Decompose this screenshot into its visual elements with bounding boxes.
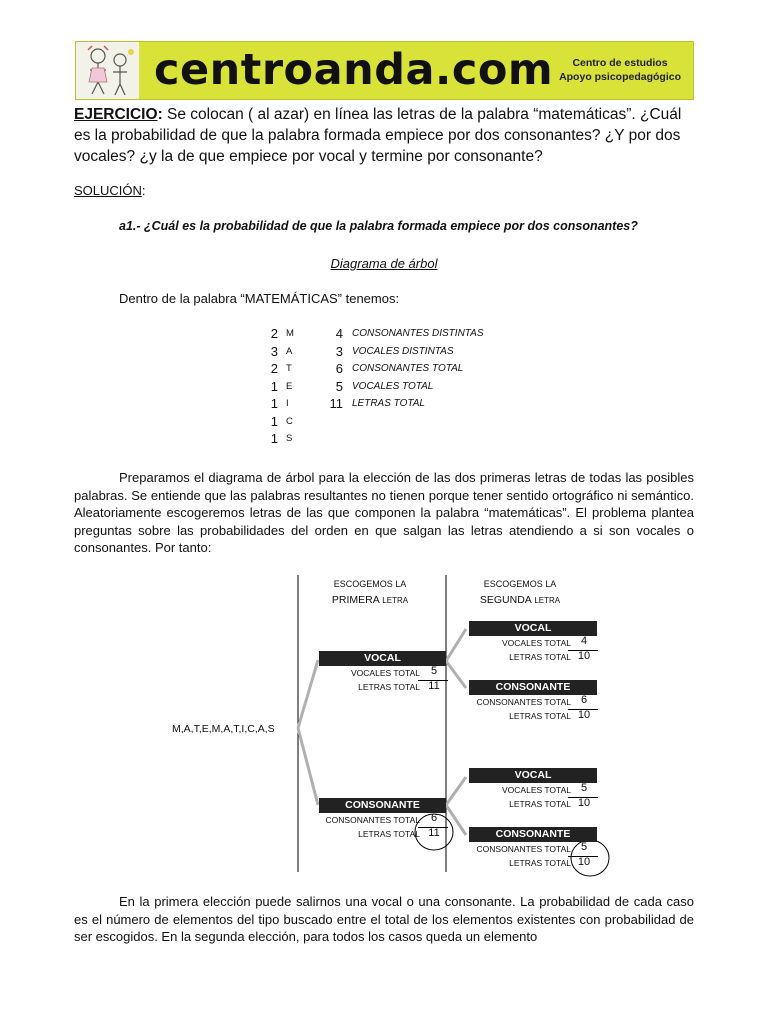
- branch-consonante-consonante: [446, 805, 466, 835]
- node-numerator: 5: [430, 665, 438, 677]
- letter-count: 3: [270, 343, 278, 359]
- total-label: VOCALES TOTAL: [352, 380, 434, 392]
- letter-count: 2: [270, 361, 278, 376]
- col1-header-line1: ESCOGEMOS LA: [333, 579, 407, 589]
- intro-text: Dentro de la palabra “MATEMÁTICAS” tenemos:: [119, 291, 400, 306]
- node-denominator: 10: [577, 856, 591, 868]
- letter-name: T: [286, 363, 292, 374]
- solution-colon: :: [141, 183, 146, 198]
- node-top-label: VOCALES TOTAL: [351, 668, 420, 678]
- col2-header: [460, 576, 580, 609]
- letter-count: 1: [270, 378, 278, 394]
- col2-header-line1: ESCOGEMOS LA: [483, 579, 557, 589]
- node-numerator: 5: [580, 782, 588, 794]
- node-top-label: CONSONANTES TOTAL: [476, 844, 571, 854]
- total-value: 5: [335, 378, 343, 394]
- node-top-label: VOCALES TOTAL: [502, 638, 571, 648]
- exercise-text: Se colocan ( al azar) en línea las letras de la palabra “matemáticas”. ¿Cuál es la probabilidad de que la palabra formada empiece por dos consonantes? ¿Y por dos vocales? ¿y la de que empiece por vocal y termine por consonante?: [74, 106, 682, 165]
- branch-vocal-consonante: [446, 661, 466, 688]
- node-box: VOCAL: [469, 621, 597, 636]
- col2-header-suffix: LETRA: [534, 596, 561, 605]
- total-value: 4: [335, 326, 343, 341]
- node-box: VOCAL: [469, 768, 597, 783]
- col1-header-suffix: LETRA: [382, 596, 409, 605]
- node-bottom-label: LETRAS TOTAL: [509, 711, 571, 721]
- node-bottom-label: LETRAS TOTAL: [509, 652, 571, 662]
- exercise-label: EJERCICIO: [74, 106, 158, 123]
- letter-name: S: [286, 433, 293, 444]
- node-numerator: 6: [430, 812, 438, 824]
- site-name: centroanda.com: [154, 45, 554, 95]
- letter-count: 1: [270, 396, 278, 411]
- letter-name: I: [286, 398, 289, 409]
- branch-root-consonante: [298, 728, 318, 805]
- total-label: CONSONANTES TOTAL: [352, 363, 464, 374]
- solution-label: SOLUCIÓN: [74, 183, 142, 198]
- total-value: 11: [329, 396, 343, 411]
- node-bottom-label: LETRAS TOTAL: [509, 799, 571, 809]
- letter-name: E: [286, 380, 293, 392]
- total-label: LETRAS TOTAL: [352, 398, 425, 409]
- col1-header: [310, 576, 430, 609]
- letter-name: A: [286, 345, 293, 357]
- letter-count: 1: [270, 413, 278, 429]
- node-top-label: CONSONANTES TOTAL: [476, 697, 571, 707]
- tagline-line-2: Apoyo psicopedagógico: [559, 71, 681, 83]
- node-bottom-label: LETRAS TOTAL: [358, 682, 420, 692]
- question-a1: a1.- ¿Cuál es la probabilidad de que la palabra formada empiece por dos consonantes?: [119, 219, 638, 233]
- node-numerator: 6: [580, 694, 588, 706]
- total-value: 6: [335, 361, 343, 376]
- letter-name: C: [286, 415, 293, 427]
- node-top-label: VOCALES TOTAL: [502, 785, 571, 795]
- node-numerator: 5: [580, 841, 588, 853]
- total-value: 3: [335, 343, 343, 359]
- node-denominator: 11: [428, 827, 440, 839]
- exercise-colon: :: [157, 106, 163, 123]
- tagline-line-1: Centro de estudios: [572, 57, 668, 69]
- col1-header-word: PRIMERA: [331, 594, 380, 606]
- col2-header-word: SEGUNDA: [479, 594, 532, 606]
- node-box: CONSONANTE: [319, 798, 446, 813]
- node-denominator: 10: [577, 709, 591, 721]
- paragraph-1: Preparamos el diagrama de árbol para la elección de las dos primeras letras de todas las posibles palabras. Se entiende que las palabras resultantes no tienen porque tener sentido ortográfico ni semántico. Aleatoriamente escogeremos letras de las que componen la palabra “matemáticas”. El problema plantea preguntas sobre las probabilidades del orden en que salgan las letras atendiendo a si son vocales o consonantes. Por tanto:: [74, 470, 694, 555]
- total-label: CONSONANTES DISTINTAS: [352, 328, 484, 339]
- node-box: CONSONANTE: [469, 680, 597, 695]
- node-denominator: 11: [428, 680, 440, 692]
- node-top-label: CONSONANTES TOTAL: [325, 815, 420, 825]
- letter-name: M: [286, 328, 294, 339]
- letter-count: 1: [270, 431, 278, 446]
- node-denominator: 10: [577, 797, 591, 809]
- tree-title-text: Diagrama de árbol: [330, 256, 438, 271]
- total-label: VOCALES DISTINTAS: [352, 345, 454, 357]
- node-numerator: 4: [580, 635, 588, 647]
- tree-root-letters: M,A,T,E,M,A,T,I,C,A,S: [172, 723, 275, 735]
- letter-count: 2: [270, 326, 278, 341]
- node-box: CONSONANTE: [469, 827, 597, 842]
- node-bottom-label: LETRAS TOTAL: [509, 858, 571, 868]
- node-bottom-label: LETRAS TOTAL: [358, 829, 420, 839]
- paragraph-2: En la primera elección puede salirnos una vocal o una consonante. La probabilidad de cada caso es el número de elementos del tipo buscado entre el total de los elementos existentes con probabilidad de ser escogidos. En la segunda elección, para todos los casos queda un elemento: [74, 894, 694, 944]
- node-box: VOCAL: [319, 651, 446, 666]
- node-denominator: 10: [577, 650, 591, 662]
